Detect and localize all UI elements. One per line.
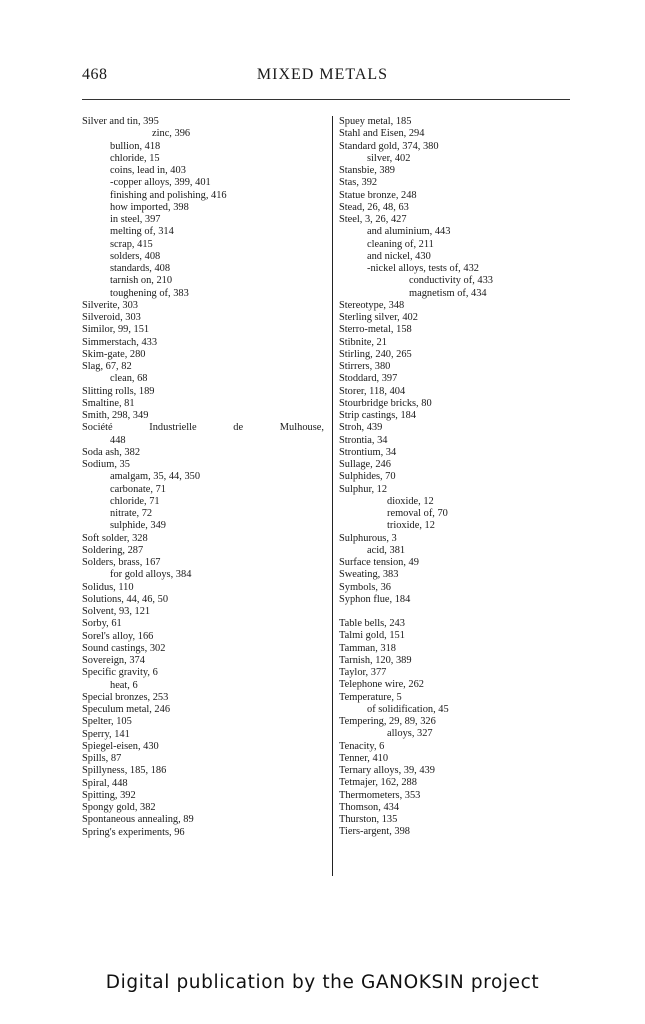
index-entry: Stereotype, 348 — [339, 299, 405, 311]
index-entry: Spuey metal, 185 — [339, 116, 412, 127]
index-entry: sulphide, 349 — [110, 520, 166, 532]
index-entry: Slitting rolls, 189 — [82, 385, 155, 397]
index-entry: alloys, 327 — [387, 728, 433, 740]
index-entry: Sterro-metal, 158 — [339, 324, 412, 336]
index-entry: Standard gold, 374, 380 — [339, 140, 439, 152]
index-entry: Tempering, 29, 89, 326 — [339, 716, 436, 727]
index-entry: Stansbie, 389 — [339, 165, 395, 176]
index-entry: of solidification, 45 — [367, 703, 449, 715]
index-entry: Taylor, 377 — [339, 667, 387, 678]
index-entry: for gold alloys, 384 — [110, 569, 192, 581]
index-entry: Stourbridge bricks, 80 — [339, 397, 432, 409]
index-entry: finishing and polishing, 416 — [110, 189, 227, 201]
index-entry: -copper alloys, 399, 401 — [110, 177, 211, 189]
index-entry: Smaltine, 81 — [82, 397, 135, 409]
index-entry: Tiers-argent, 398 — [339, 826, 410, 838]
index-entry: Soft solder, 328 — [82, 532, 148, 544]
index-entry: -nickel alloys, tests of, 432 — [367, 263, 479, 274]
index-entry: Speculum metal, 246 — [82, 704, 171, 715]
index-entry: Spring's experiments, 96 — [82, 826, 185, 838]
index-entry: Spelter, 105 — [82, 716, 132, 728]
index-entry: Thermometers, 353 — [339, 789, 421, 801]
index-entry: melting of, 314 — [110, 226, 174, 238]
index-entry: scrap, 415 — [110, 238, 153, 250]
index-entry: Solders, brass, 167 — [82, 557, 161, 568]
index-entry: dioxide, 12 — [387, 495, 434, 507]
index-entry: Strontium, 34 — [339, 446, 397, 458]
index-entry: Syphon flue, 184 — [339, 593, 411, 605]
index-entry: Simmerstach, 433 — [82, 336, 158, 348]
index-entry: Strontia, 34 — [339, 434, 388, 446]
index-entry: Table bells, 243 — [339, 618, 405, 629]
index-entry: Talmi gold, 151 — [339, 630, 405, 642]
index-entry: Tenacity, 6 — [339, 740, 385, 752]
index-entry: acid, 381 — [367, 544, 406, 556]
index-entry: tarnish on, 210 — [110, 275, 173, 287]
index-entry: Spontaneous annealing, 89 — [82, 814, 194, 826]
index-entry: 448 — [110, 434, 126, 446]
index-entry: Steel, 3, 26, 427 — [339, 214, 407, 225]
index-entry: Thomson, 434 — [339, 801, 400, 813]
index-entry: Special bronzes, 253 — [82, 691, 169, 703]
index-entry: bullion, 418 — [110, 140, 161, 152]
index-entry: Smith, 298, 349 — [82, 410, 149, 421]
index-entry: Solvent, 93, 121 — [82, 606, 151, 617]
index-column-right — [339, 116, 571, 839]
index-entry: Specific gravity, 6 — [82, 667, 158, 679]
index-entry: Spillyness, 185, 186 — [82, 765, 167, 777]
index-entry: heat, 6 — [110, 679, 138, 691]
index-entry: Sulphurous, 3 — [339, 532, 397, 544]
index-entry: Stirrers, 380 — [339, 361, 391, 372]
index-entry: Symbols, 36 — [339, 581, 391, 593]
index-entry: Sovereign, 374 — [82, 655, 145, 666]
index-entry: Similor, 99, 151 — [82, 324, 150, 336]
index-entry: Tamman, 318 — [339, 642, 396, 654]
index-entry: Stas, 392 — [339, 177, 378, 189]
index-entry: Temperature, 5 — [339, 691, 402, 703]
index-entry: in steel, 397 — [110, 214, 161, 225]
index-entry: clean, 68 — [110, 373, 148, 385]
index-entry: Ternary alloys, 39, 439 — [339, 765, 435, 776]
index-entry: nitrate, 72 — [110, 508, 153, 519]
index-entry: Telephone wire, 262 — [339, 679, 424, 691]
index-entry: Surface tension, 49 — [339, 557, 419, 568]
running-head: MIXED METALS — [256, 66, 389, 83]
index-entry: toughening of, 383 — [110, 287, 189, 299]
index-entry: trioxide, 12 — [387, 520, 435, 532]
index-entry: Spiral, 448 — [82, 777, 128, 789]
header-rule — [82, 99, 570, 100]
index-entry: Silverite, 303 — [82, 299, 138, 311]
index-entry: chloride, 71 — [110, 495, 160, 507]
index-entry: zinc, 396 — [152, 128, 191, 140]
index-entry: Solutions, 44, 46, 50 — [82, 593, 169, 605]
index-entry: Tetmajer, 162, 288 — [339, 777, 417, 789]
index-entry: Sorel's alloy, 166 — [82, 630, 154, 642]
index-entry: Silveroid, 303 — [82, 312, 141, 323]
index-entry: Stirling, 240, 265 — [339, 348, 412, 360]
index-entry: carbonate, 71 — [110, 483, 166, 495]
index-entry: solders, 408 — [110, 250, 161, 262]
index-entry: Silver and tin, 395 — [82, 116, 159, 127]
index-entry: Sweating, 383 — [339, 569, 399, 581]
index-entry: Soldering, 287 — [82, 544, 144, 556]
index-entry: Sulphur, 12 — [339, 483, 388, 495]
index-entry: Sound castings, 302 — [82, 642, 166, 654]
index-entry: Sperry, 141 — [82, 728, 130, 740]
index-entry: Tenner, 410 — [339, 752, 389, 764]
index-entry: Strip castings, 184 — [339, 410, 417, 421]
index-entry: magnetism of, 434 — [409, 287, 487, 299]
index-entry: standards, 408 — [110, 263, 171, 274]
index-entry: Stoddard, 397 — [339, 373, 398, 385]
index-entry: Storer, 118, 404 — [339, 385, 406, 397]
index-entry: and nickel, 430 — [367, 250, 431, 262]
index-entry: Sodium, 35 — [82, 459, 130, 470]
index-entry: how imported, 398 — [110, 201, 189, 213]
index-entry: Sterling silver, 402 — [339, 312, 418, 323]
index-entry: Spills, 87 — [82, 753, 122, 764]
page-number: 468 — [82, 66, 108, 83]
index-entry: amalgam, 35, 44, 350 — [110, 471, 201, 483]
index-entry: Stibnite, 21 — [339, 336, 387, 348]
index-entry: Slag, 67, 82 — [82, 361, 132, 372]
index-entry: Stead, 26, 48, 63 — [339, 201, 409, 213]
index-entry: Statue bronze, 248 — [339, 189, 417, 201]
index-entry: cleaning of, 211 — [367, 238, 434, 250]
column-divider — [332, 116, 333, 876]
index-entry: Solidus, 110 — [82, 581, 134, 593]
index-entry: Société Industrielle de Mulhouse, — [82, 422, 324, 434]
index-entry: Sulphides, 70 — [339, 471, 396, 483]
index-entry: Stahl and Eisen, 294 — [339, 128, 425, 140]
index-entry: chloride, 15 — [110, 152, 160, 164]
index-column-left — [82, 116, 330, 839]
index-entry: Spiegel-eisen, 430 — [82, 740, 159, 752]
index-entry: conductivity of, 433 — [409, 275, 493, 287]
index-entry: Sullage, 246 — [339, 459, 391, 470]
index-entry: Spitting, 392 — [82, 789, 136, 801]
footer-credit: Digital publication by the GANOKSIN project — [105, 972, 540, 993]
index-entry: Skim-gate, 280 — [82, 348, 146, 360]
index-entry: Tarnish, 120, 389 — [339, 654, 412, 666]
index-entry: Soda ash, 382 — [82, 446, 141, 458]
index-entry: Thurston, 135 — [339, 814, 398, 825]
index-entry: coins, lead in, 403 — [110, 165, 186, 176]
index-entry: Sorby, 61 — [82, 618, 122, 630]
index-entry: silver, 402 — [367, 152, 411, 164]
index-entry: Stroh, 439 — [339, 422, 383, 434]
index-entry: removal of, 70 — [387, 508, 448, 519]
index-entry: and aluminium, 443 — [367, 226, 451, 238]
index-entry: Spongy gold, 382 — [82, 802, 156, 813]
